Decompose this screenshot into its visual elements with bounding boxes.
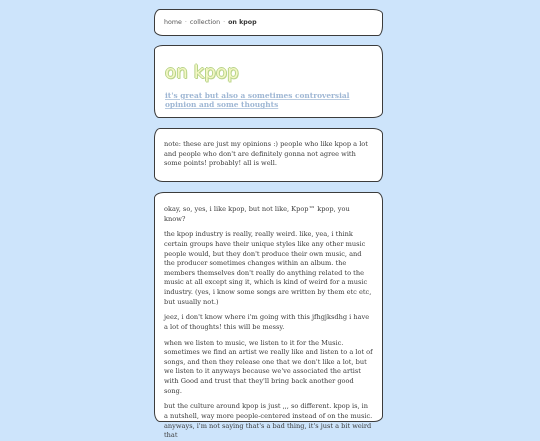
page-title: on kpop xyxy=(165,62,239,83)
content-paragraph: but the culture around kpop is just ,,, so different. kpop is, in a nutshell, way more people-centered instead of on the music. anyways, i'm not saying that's a bad thing, it's just a bit weird that xyxy=(164,402,373,440)
breadcrumb xyxy=(154,9,383,36)
note-text: note: these are just my opinions :) people who like kpop a lot and people who don't are definitely gonna not agree with some points! probably! all is well. xyxy=(164,140,368,168)
breadcrumb-collection-link[interactable]: collection xyxy=(189,19,221,26)
content-paragraph: jeez, i don't know where i'm going with this jfhgjksdhg i have a lot of thoughts! this will be messy. xyxy=(164,313,370,331)
breadcrumb-home-link[interactable]: home xyxy=(164,19,182,26)
content-paragraph: the kpop industry is really, really weird. like, yea, i think certain groups have their unique styles like any other music people would, but they don't produce their own music, and the producer sometimes changes within an album. the members themselves don't really do anything related to the music at all except sing it, which is kind of weird for a music industry. (yes, i know some songs are written by them etc etc, but usually not.) xyxy=(164,230,372,306)
title-card xyxy=(154,45,383,118)
content-paragraph: when we listen to music, we listen to it for the Music. sometimes we find an artist we really like and listen to a lot of songs, and then they release one that we don't like a lot, but we listen to it anyways because we've associated the artist with Good and trust that they'll bring back another good song. xyxy=(164,338,373,395)
breadcrumb-separator: · xyxy=(223,19,226,26)
breadcrumb-current: on kpop xyxy=(228,19,257,26)
content-card[interactable] xyxy=(154,192,383,440)
page-subtitle: it's great but also a sometimes controversial opinion and some thoughts xyxy=(165,91,350,110)
breadcrumb-separator: · xyxy=(184,19,187,26)
content-paragraph: okay, so, yes, i like kpop, but not like, Kpop™ kpop, you know? xyxy=(164,205,350,223)
note-card xyxy=(154,128,383,182)
